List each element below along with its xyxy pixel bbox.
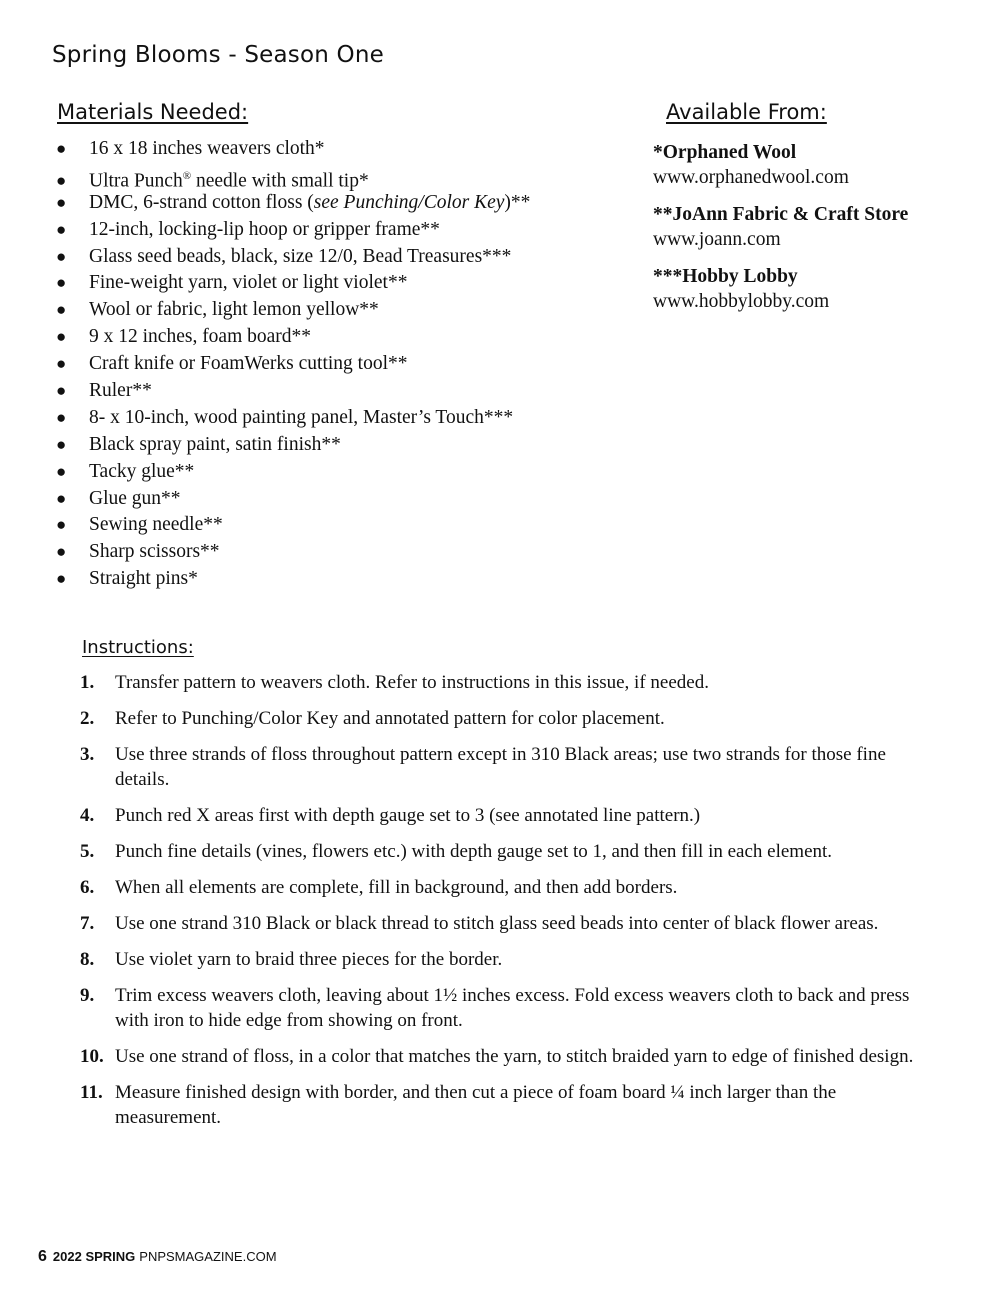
bullet-icon: ● (56, 273, 67, 293)
step-text: Use violet yarn to braid three pieces for the border. (115, 949, 503, 970)
list-item: ● Ruler** (56, 378, 530, 405)
bullet-icon: ● (56, 461, 67, 481)
step-text: Use one strand 310 Black or black thread to stitch glass seed beads into center of black flower areas. (115, 913, 879, 934)
instruction-step (80, 706, 920, 731)
list-item: ● Glue gun** (56, 486, 530, 513)
list-item: ● Straight pins* (56, 566, 530, 593)
bullet-icon: ● (56, 139, 67, 158)
list-item: ● Sharp scissors** (56, 539, 530, 566)
list-item: ● Ultra Punch® needle with small tip* (56, 163, 530, 190)
vendor-url[interactable]: www.joann.com (653, 229, 781, 250)
instruction-step (80, 983, 920, 1033)
step-number: 2. (80, 708, 95, 729)
step-text: When all elements are complete, fill in background, and then add borders. (115, 877, 678, 898)
bullet-icon: ● (56, 434, 67, 454)
bullet-icon: ● (56, 515, 67, 535)
instruction-step (80, 875, 920, 900)
step-number: 9. (80, 985, 95, 1006)
list-item: ● 9 x 12 inches, foam board** (56, 324, 530, 351)
bullet-icon: ● (56, 246, 67, 266)
vendor-name: **JoAnn Fabric & Craft Store (653, 204, 909, 225)
instruction-step (80, 670, 920, 695)
list-item: ● Tacky glue** (56, 459, 530, 486)
page-footer (38, 1248, 277, 1266)
vendor-list (653, 140, 973, 326)
step-number: 10. (80, 1046, 104, 1067)
list-item: ● Craft knife or FoamWerks cutting tool** (56, 351, 530, 378)
list-item: ● 8- x 10-inch, wood painting panel, Master’s Touch*** (56, 405, 530, 432)
bullet-icon: ● (56, 327, 67, 347)
issue-label: 2022 SPRING (52, 1249, 136, 1264)
step-text: Trim excess weavers cloth, leaving about 1½ inches excess. Fold excess weavers cloth to back and press with iron to hide edge from showing on front. (115, 985, 910, 1031)
step-text: Use one strand of floss, in a color that matches the yarn, to stitch braided yarn to edge of finished design. (115, 1046, 914, 1067)
step-text: Use three strands of floss throughout pattern except in 310 Black areas; use two strands for those fine details. (115, 744, 886, 790)
vendor-url[interactable]: www.hobbylobby.com (653, 291, 830, 312)
step-number: 1. (80, 672, 95, 693)
available-heading: Available From: (666, 100, 827, 124)
vendor-item (653, 264, 973, 314)
step-number: 5. (80, 841, 95, 862)
instructions-heading: Instructions: (82, 637, 194, 658)
bullet-icon: ● (56, 569, 67, 589)
materials-heading: Materials Needed: (57, 100, 249, 124)
step-text: Measure finished design with border, and then cut a piece of foam board ¼ inch larger than the measurement. (115, 1082, 837, 1128)
bullet-icon: ● (56, 488, 67, 508)
list-item: ● Wool or fabric, light lemon yellow** (56, 297, 530, 324)
site-link[interactable]: PNPSMAGAZINE.COM (139, 1249, 277, 1264)
step-text: Punch red X areas first with depth gauge set to 3 (see annotated line pattern.) (115, 805, 701, 826)
list-item: ● DMC, 6-strand cotton floss (see Punching/Color Key)** (56, 190, 530, 217)
page-title: Spring Blooms - Season One (52, 42, 384, 68)
step-number: 8. (80, 949, 95, 970)
vendor-name: ***Hobby Lobby (653, 266, 798, 287)
vendor-item (653, 202, 973, 252)
bullet-icon: ● (56, 407, 67, 427)
step-number: 3. (80, 744, 95, 765)
list-item: ● Glass seed beads, black, size 12/0, Bead Treasures*** (56, 244, 530, 271)
list-item: ● 12-inch, locking-lip hoop or gripper frame** (56, 217, 530, 244)
bullet-icon: ● (56, 381, 67, 401)
bullet-icon: ● (56, 300, 67, 320)
instructions-list (80, 670, 920, 1141)
vendor-url[interactable]: www.orphanedwool.com (653, 167, 849, 188)
list-item: ● Black spray paint, satin finish** (56, 432, 530, 459)
list-item: ● 16 x 18 inches weavers cloth* (56, 136, 530, 163)
step-number: 4. (80, 805, 95, 826)
italic-note: see Punching/Color Key (313, 191, 505, 213)
step-text: Transfer pattern to weavers cloth. Refer to instructions in this issue, if needed. (115, 672, 709, 693)
step-text: Refer to Punching/Color Key and annotated pattern for color placement. (115, 708, 665, 729)
instruction-step (80, 1044, 920, 1069)
bullet-icon: ● (56, 192, 67, 212)
instruction-step (80, 947, 920, 972)
instruction-step (80, 742, 920, 792)
step-number: 6. (80, 877, 95, 898)
instruction-step (80, 1080, 920, 1130)
bullet-icon: ● (56, 219, 67, 239)
bullet-icon: ● (56, 171, 67, 191)
materials-list (56, 136, 530, 593)
list-item: ● Fine-weight yarn, violet or light violet** (56, 270, 530, 297)
page-number: 6 (38, 1248, 47, 1265)
list-item: ● Sewing needle** (56, 512, 530, 539)
vendor-name: *Orphaned Wool (653, 142, 797, 163)
vendor-item (653, 140, 973, 190)
instruction-step (80, 911, 920, 936)
step-number: 7. (80, 913, 95, 934)
registered-mark: ® (182, 169, 192, 182)
bullet-icon: ● (56, 542, 67, 562)
step-number: 11. (80, 1082, 103, 1103)
instruction-step (80, 839, 920, 864)
instruction-step (80, 803, 920, 828)
bullet-icon: ● (56, 354, 67, 374)
step-text: Punch fine details (vines, flowers etc.) with depth gauge set to 1, and then fill in each element. (115, 841, 833, 862)
